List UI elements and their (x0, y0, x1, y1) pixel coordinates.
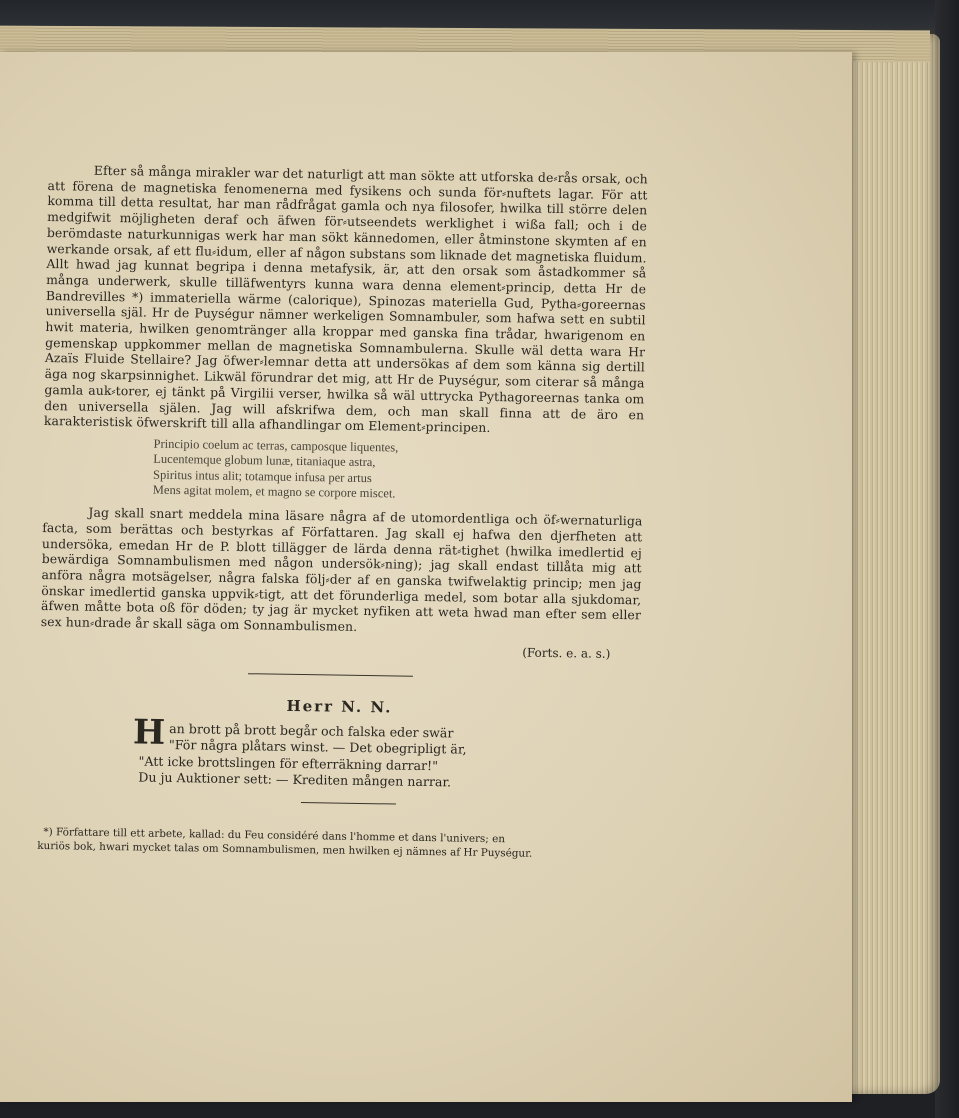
verse-line: Principio coelum ac terras, camposque liquentes, (153, 436, 399, 455)
poem-title: Herr N. N. (286, 696, 393, 717)
verse-line: Lucentemque globum lunæ, titaniaque astra, (153, 451, 376, 470)
drop-cap: H (132, 712, 166, 753)
footnote-line: *) Författare till ett arbete, kallad: du Feu considéré dans l'homme et dans l'univers; en (43, 826, 506, 846)
verse-line: Spiritus intus alit; totamque infusa per artus (152, 467, 372, 485)
paragraph-magnetism: Efter så många mirakler war det naturligt att man sökte att utforska de⸗rås orsak, och att förena de magnetiska fenomenerna med fysikens och sunda för⸗nuftets lagar. För att komma till detta resultat, har man rådfrågat gamla och nya filosofer, hwilka till större delen medgifwit möjligheten deraf och äfwen för⸗utseendets werklighet i wißa fall; och i de berömdaste naturkunnigas werk har man sökt kännedomen, eller åtminstone skymten af en werkande orsak, af ett flu⸗idum, eller af någon substans som liknade det magnetiska fluidum. Allt hwad jag kunnat begripa i denna metafysik, är, att den orsak som åstadkommer så många underwerk, skulle tilläfwentyrs kunna wara denna element⸗princip, detta Hr de Bandrevilles *) immateriella wärme (calorique), Spinozas materiella Gud, Pytha⸗goreernas universella själ. Hr de Puységur nämner werkeligen Somnambuler, som hafwa sett en subtil hwit materia, hwilken genomtränger alla kroppar med ganska fina trådar, hwarigenom en gemenskap uppkommer mellan de magnetiska Somnambulerna. Skulle wäl detta wara Hr Azaïs Fluide Stellaire? Jag öfwer⸗lemnar detta att undersökas af dem som känna sig dertill äga nog skarpsinnighet. Likwäl förundrar det mig, att Hr de Puységur, som citerar så många gamla auk⸗torer, ej tänkt på Virgilii verser, hwilka så wäl uttrycka Pythagoreernas tanka om den universella själen. Jag will afskrifwa dem, och man skall finna att de äro en karakteristisk öfwerskrift till alla afhandlingar om Element⸗principen. (43, 162, 648, 436)
book-page (0, 52, 852, 1102)
text-column (37, 162, 648, 863)
page-edges (840, 34, 940, 1094)
section-divider (247, 673, 412, 677)
poem (132, 712, 639, 793)
poem-divider (300, 802, 395, 804)
verse-line: Mens agitat molem, et magno se corpore miscet. (152, 482, 396, 501)
footnote (37, 825, 637, 862)
poem-line: "För några plåtars winst. — Det obegripligt är, (168, 737, 467, 757)
poem-line: "Att icke brottslingen för efterräkning darrar!" (138, 753, 439, 773)
footnote-line: kuriös bok, hwari mycket talas om Somnambulismen, men hwilken ej nämnes af Hr Puységur. (37, 840, 533, 861)
poem-line: Han brott på brott begår och falska eder swär (132, 712, 454, 753)
latin-verse (153, 437, 644, 506)
poem-line: Du ju Auktioner sett: — Krediten mången narrar. (138, 769, 452, 790)
paragraph-author: Jag skall snart meddela mina läsare några af de utomordentliga och öf⸗wernaturliga facta, som berättas och bestyrkas af Författaren. Jag skall ej hafwa den djerfheten att undersöka, emedan Hr de P. blott tillägger de lärda denna rät⸗tighet (hwilka imedlertid ej bewärdiga Somnambulismen med någon undersök⸗ning); jag skall endast tillåta mig att anföra några motsägelser, några falska följ⸗der af en ganska twifwelaktig princip; men jag önskar imedlertid ganska uppvik⸗tigt, att det förunderliga medel, som botar alla sjukdomar, äfwen måtte bota oß för döden; ty jag är mycket nyfiken att weta hwad man efter sem eller sex hun⸗drade år skall säga om Sonnambulismen. (40, 504, 643, 634)
continuation-note: (Forts. e. a. s.) (522, 645, 611, 661)
